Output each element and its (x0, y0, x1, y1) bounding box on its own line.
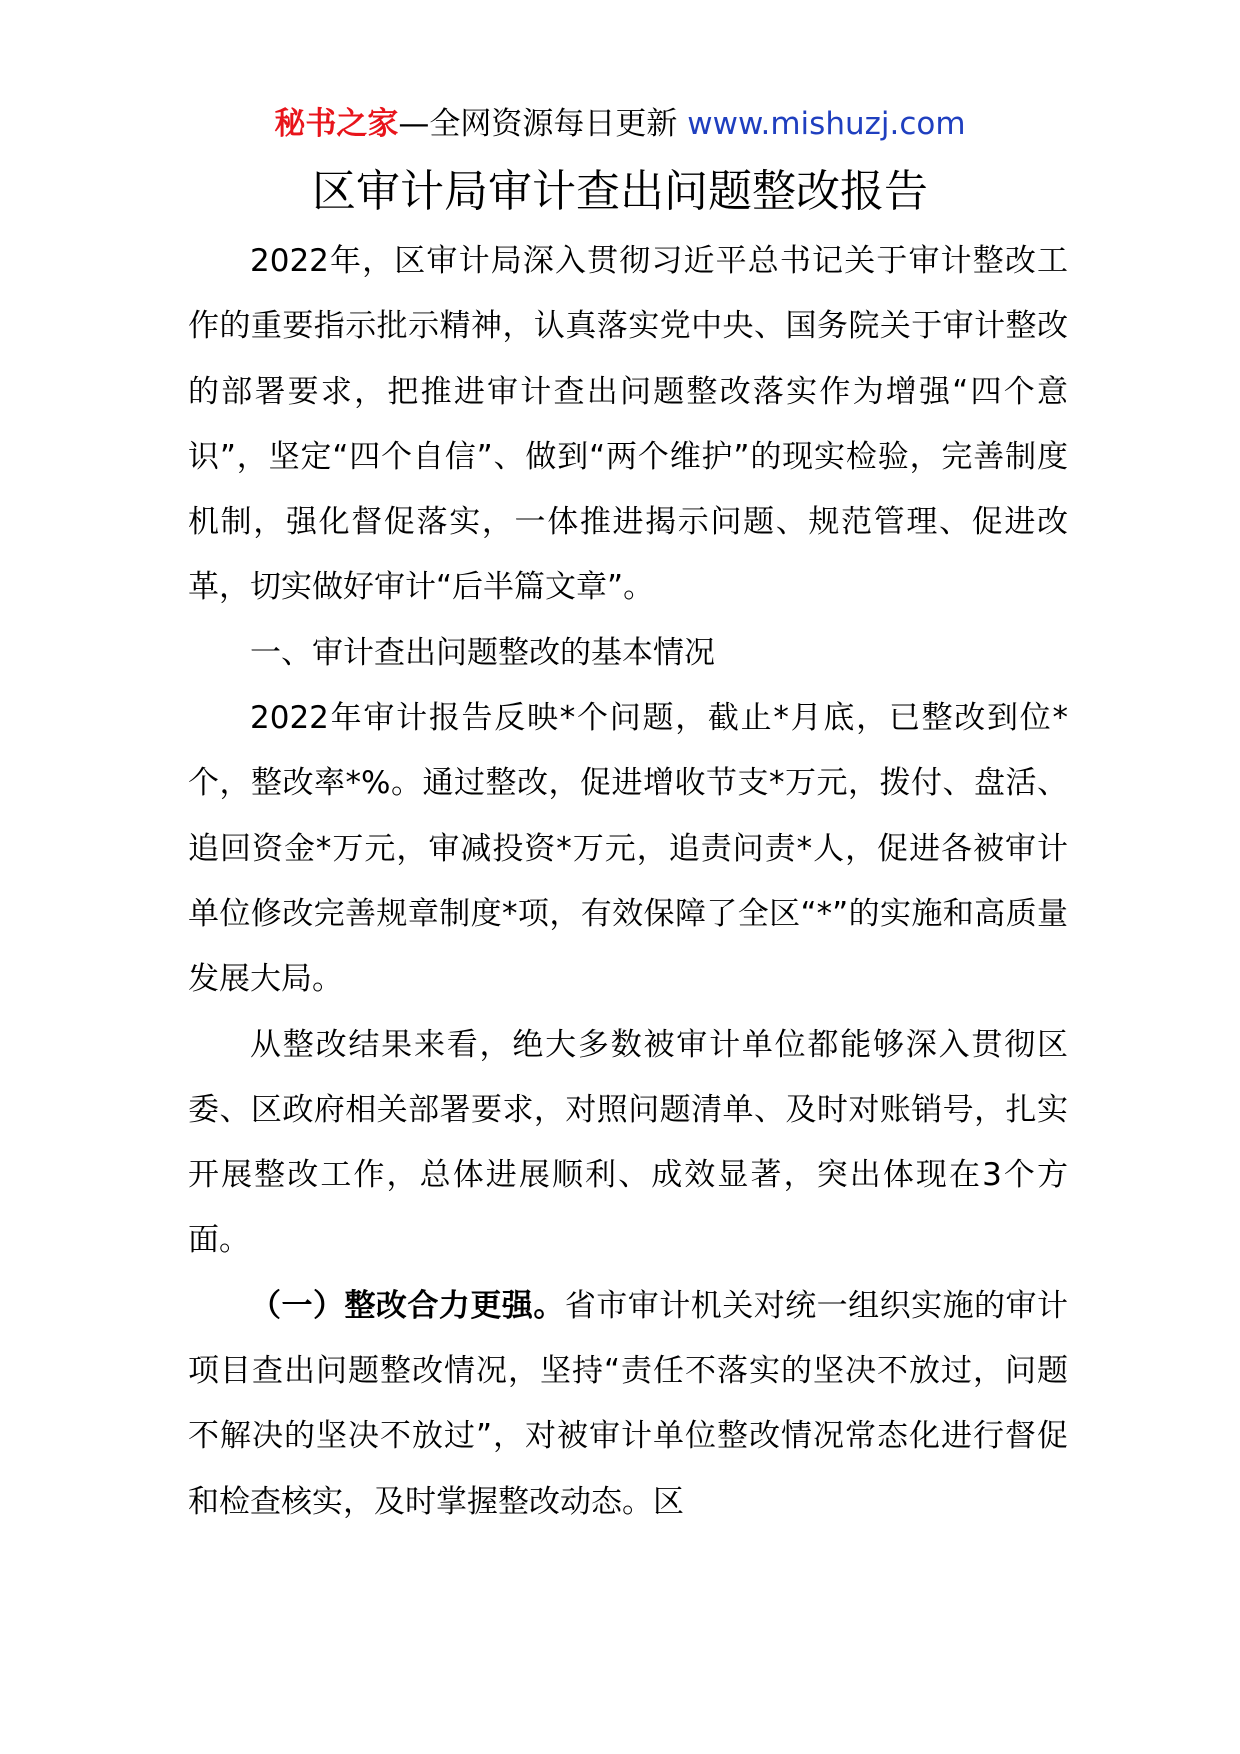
paragraph-intro: 2022年，区审计局深入贯彻习近平总书记关于审计整改工作的重要指示批示精神，认真落实党中央、国务院关于审计整改的部署要求，把推进审计查出问题整改落实作为增强“四个意识”，坚定“四个自信”、做到“两个维护”的现实检验，完善制度机制，强化督促落实，一体推进揭示问题、规范管理、促进改革，切实做好审计“后半篇文章”。 (188, 243, 1068, 606)
paragraph-subsection-1 (188, 1274, 1068, 1535)
section-heading-1: 一、审计查出问题整改的基本情况 (250, 634, 715, 671)
header-tagline: —全网资源每日更新 (398, 106, 688, 142)
brand-name: 秘书之家 (274, 106, 399, 142)
document-title: 区审计局审计查出问题整改报告 (312, 166, 928, 217)
paragraph-stats: 2022年审计报告反映*个问题，截止*月底，已整改到位*个，整改率*%。通过整改，促进增收节支*万元，拨付、盘活、追回资金*万元，审减投资*万元，追责问责*人，促进各被审计单位修改完善规章制度*项，有效保障了全区“*”的实施和高质量发展大局。 (188, 700, 1068, 998)
subsection-lead: （一）整改合力更强。 (250, 1287, 565, 1324)
site-url[interactable]: www.mishuzj.com (687, 106, 966, 142)
site-header (0, 100, 1240, 148)
paragraph-results: 从整改结果来看，绝大多数被审计单位都能够深入贯彻区委、区政府相关部署要求，对照问题清单、及时对账销号，扎实开展整改工作，总体进展顺利、成效显著，突出体现在3个方面。 (188, 1026, 1068, 1259)
subsection-text: 省市审计机关对统一组织实施的审计项目查出问题整改情况，坚持“责任不落实的坚决不放过，问题不解决的坚决不放过”，对被审计单位整改情况常态化进行督促和检查核实，及时掌握整改动态。区 (188, 1287, 1069, 1520)
document-body (188, 229, 1068, 1535)
